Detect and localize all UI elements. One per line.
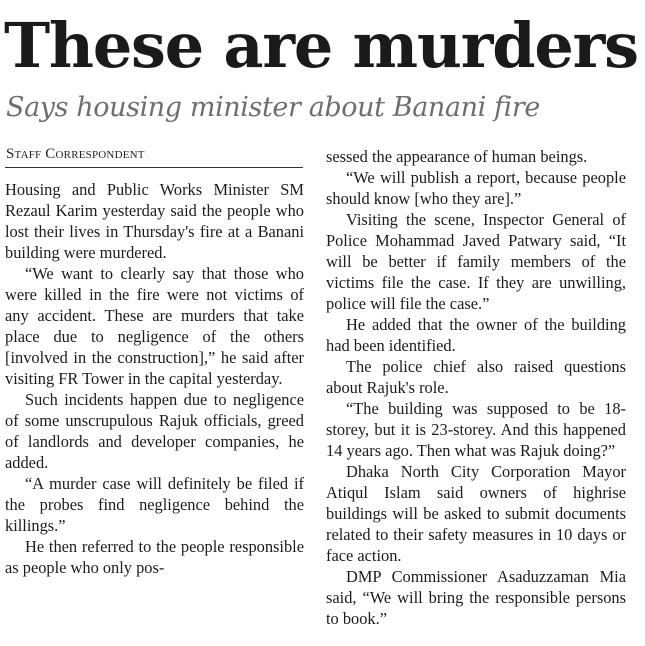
article-column-2 <box>326 146 626 629</box>
subheadline: Says housing minister about Banani fire <box>6 92 540 123</box>
paragraph: “A murder case will definitely be filed if the probes find negligence behind the killings.” <box>5 474 304 535</box>
byline: Staff Correspondent <box>6 146 145 162</box>
byline-divider <box>5 167 303 168</box>
headline: These are murders <box>4 9 638 82</box>
paragraph: Visiting the scene, Inspector General of Police Mohammad Javed Patwary said, “It will be better if family members of the victims file the case. If they are unwilling, police will file the case.” <box>326 210 626 313</box>
paragraph: “The building was supposed to be 18-storey, but it is 23-storey. And this happened 14 years ago. Then what was Rajuk doing?” <box>326 399 626 460</box>
paragraph: DMP Commissioner Asaduzzaman Mia said, “We will bring the responsible persons to book.” <box>326 567 626 628</box>
paragraph: “We want to clearly say that those who were killed in the fire were not victims of any accident. These are murders that take place due to negligence of the others [involved in the construction],” he said after visiting FR Tower in the capital yesterday. <box>5 264 304 388</box>
paragraph: The police chief also raised questions about Rajuk's role. <box>326 357 626 397</box>
paragraph: Such incidents happen due to negligence of some unscrupulous Rajuk officials, greed of landlords and developer companies, he added. <box>5 390 304 472</box>
paragraph: Housing and Public Works Minister SM Rezaul Karim yesterday said the people who lost their lives in Thursday's fire at a Banani building were murdered. <box>5 180 304 262</box>
paragraph: Dhaka North City Corporation Mayor Atiqul Islam said owners of highrise buildings will be asked to submit documents related to their safety measures in 10 days or face action. <box>326 462 626 565</box>
paragraph: “We will publish a report, because people should know [who they are].” <box>326 168 626 208</box>
article-column-1 <box>5 179 304 578</box>
paragraph: He then referred to the people responsible as people who only pos- <box>5 537 304 577</box>
paragraph-continued: sessed the appearance of human beings. <box>326 147 588 166</box>
paragraph: He added that the owner of the building had been identified. <box>326 315 626 355</box>
